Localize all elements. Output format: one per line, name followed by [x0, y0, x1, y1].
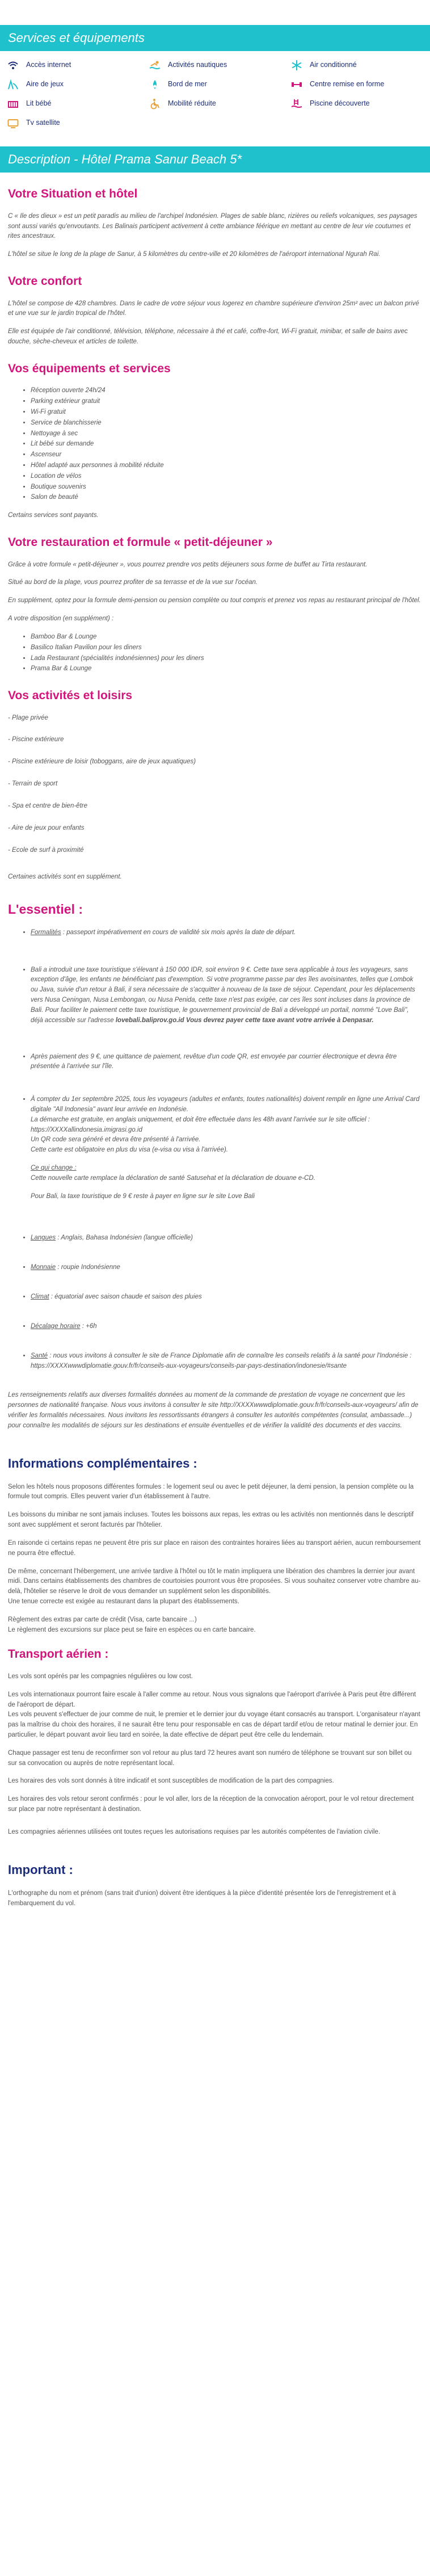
essentiel-heading: L'essentiel : [8, 902, 83, 917]
decalage-text: : +6h [80, 1322, 97, 1330]
restauration-paragraph-3: En supplément, optez pour la formule demi-pension ou pension complète ou tout compris et prenez vos repas au restaurant principal de l'hôtel. [8, 597, 421, 604]
transport-heading: Transport aérien : [8, 1648, 109, 1661]
amenity-label: Centre remise en forme [310, 80, 385, 89]
activites-heading: Vos activités et loisirs [8, 689, 133, 703]
amenity-label: Aire de jeux [26, 80, 64, 89]
amenity-label: Activités nautiques [168, 61, 227, 69]
complementaires-paragraph: Une tenue correcte est exigée au restaurant dans la plupart des établissements. [8, 1598, 239, 1605]
sante-item [31, 1351, 422, 1372]
amenity-label: Bord de mer [168, 80, 207, 89]
wheelchair-icon [149, 98, 161, 110]
restauration-paragraph-4: A votre disposition (en supplément) : [8, 615, 114, 623]
situation-paragraph-2: L'hôtel se situe le long de la plage de Sanur, à 5 kilomètres du centre-ville et 20 kilomètres de l'aéroport international Ngurah Rai. [8, 251, 381, 258]
amenity-jeux [7, 78, 149, 91]
activites-note: Certaines activités sont en supplément. [8, 873, 122, 881]
snowflake-icon [290, 60, 303, 71]
list-item: • Bamboo Bar & Lounge [31, 632, 422, 642]
important-paragraph: L'orthographe du nom et prénom (sans trait d'union) doivent être identiques à la pièce d'identité présentée lors de l'enregistrement et à l'embarquement du vol. [8, 1889, 396, 1907]
description-content [0, 185, 430, 1909]
list-item: • Parking extérieur gratuit [31, 397, 422, 407]
swimmer-icon [149, 60, 161, 71]
transport-paragraph: Chaque passager est tenu de reconfirmer son vol retour au plus tard 72 heures avant son numéro de téléphone se trouvant sur son billet ou sur sa convocation ou auprès de notre représentant local. [8, 1749, 412, 1767]
arrival-card-p1: • À compter du 1er septembre 2025, tous les voyageurs (adultes et enfants, toutes nationalités) doivent remplir en ligne une Arrival Card digitale "All Indonesia" avant leur arrivée en Indonésie. [31, 1096, 420, 1113]
complementaires-paragraph: En raisonde ci certains repas ne peuvent être pris sur place en raison des contraintes horaires liées au transport aérien, aucun remboursement ne pourra être effectué. [8, 1539, 421, 1557]
taxe-text: Bali a introduit une taxe touristique s'élevant à 150 000 IDR, soit environ 9 €. Cette taxe sera applicable à tous les voyageurs, sans exception d'âge, les enfants ne bénéficiant pas d'exemption. Si votre programme passe par des îles avoisinantes, telles que Lombok ou Java, suivie d'un retour à Bali, il sera nécessaire de s'acquitter à nouveau de la taxe de séjour. Cependant, pour les déplacements vers Nusa Ceningan, Nusa Lembongan, ou Nusa Penida, cette taxe n'est pas exigée, car ces îles sont incluses dans la province de Bali. Pour faciliter le paiement cette taxe touristique, le gouvernement provincial de Bali a développé un portail, nommé "Love Bali", déjà accessible sur l'adresse [31, 966, 415, 1024]
list-item: • Salon de beauté [31, 493, 422, 503]
activity-item: - Aire de jeux pour enfants [8, 824, 85, 831]
amenity-internet [7, 59, 149, 72]
amenity-tv [7, 117, 149, 129]
amenity-label: Mobilité réduite [168, 99, 216, 108]
transport-paragraph: Les horaires des vols sont donnés à titre indicatif et sont susceptibles de modification de la part des compagnies. [8, 1777, 334, 1785]
complementaires-paragraph: Selon les hôtels nous proposons différentes formules : le logement seul ou avec le petit déjeuner, la demi pension, la pension complète ou la formule tout compris. Elles peuvent varier d'un établissement à l'autre. [8, 1483, 414, 1501]
important-heading: Important : [8, 1862, 73, 1877]
situation-paragraph-1: C « Ile des dieux » est un petit paradis au milieu de l'archipel Indonésien. Plages de sable blanc, rizières ou reliefs volcaniques, ses paysages sont aussi variés qu'envoutants. Les Balinais participent activement à cette ambiance féérique en mettant au centre de leur vie coutumes et rites ancestraux. [8, 212, 418, 240]
decalage-label: Décalage horaire [31, 1322, 81, 1330]
amenity-mobilite [149, 98, 290, 110]
arrival-card-p3: Un QR code sera généré et devra être présenté à l'arrivée. [31, 1136, 201, 1144]
amenity-label: Tv satellite [26, 119, 60, 127]
transport-paragraph: Les compagnies aériennes utilisées ont toutes reçues les autorisations requises par les autorités compétentes de l'aviation civile. [8, 1828, 381, 1835]
arrival-card-p4: Cette carte est obligatoire en plus du visa (e-visa ou visa à l'arrivée). [31, 1146, 228, 1154]
amenities-grid [0, 59, 430, 129]
transport-paragraph: Les vols internationaux pourront faire escale à l'aller comme au retour. Nous vous signalons que l'aéroport d'arrivée à Paris peut être différent de l'aéroport de départ. Les vols peuvent s'effectuer de jour comme de nuit, le premier et le dernier jour du voyage étant consacrés au transport. L'organisateur n'ayant pas la maîtrise du choix des horaires, il ne saurait être tenu pour responsable en cas de départ tardif et/ou de retour matinal le dernier jour. En particulier, le départ pouvant avoir lieu tard en soirée, la date effective de départ peut être celle du lendemain. [8, 1691, 420, 1739]
activity-item: - Piscine extérieure [8, 736, 64, 743]
formalites-text: : passeport impérativement en cours de validité six mois après la date de départ. [61, 928, 296, 936]
langues-text: : Anglais, Bahasa Indonésien (langue officielle) [56, 1234, 193, 1242]
list-item: • Prama Bar & Lounge [31, 664, 422, 674]
equipements-note: Certains services sont payants. [8, 512, 99, 519]
transport-paragraph: Les vols sont opérés par les compagnies régulières ou low cost. [8, 1672, 193, 1680]
activity-item: - Plage privée [8, 714, 48, 721]
crib-icon [7, 98, 19, 110]
decalage-item [31, 1322, 422, 1332]
langues-item [31, 1233, 422, 1243]
restauration-heading: Votre restauration et formule « petit-déjeuner » [8, 536, 273, 549]
complementaires-paragraph: Règlement des extras par carte de crédit (Visa, carte bancaire ...) Le règlement des excursions sur place peut se faire en espèces ou en carte bancaire. [8, 1616, 256, 1633]
arrival-card-p5: Cette nouvelle carte remplace la déclaration de santé Satusehat et la déclaration de douane e-CD. [31, 1174, 315, 1182]
list-item: • Service de blanchisserie [31, 418, 422, 428]
amenity-label: Lit bébé [26, 99, 52, 108]
transport-paragraph: Les horaires des vols retour seront confirmés : pour le vol aller, lors de la réception de la convocation aéroport, pour le vol retour directement sur place par notre représentant à destination. [8, 1796, 414, 1813]
list-item: • Nettoyage à sec [31, 429, 422, 439]
playground-icon [7, 79, 19, 90]
climat-item [31, 1292, 422, 1302]
activity-item: - Spa et centre de bien-être [8, 802, 87, 809]
restauration-list [8, 632, 422, 674]
amenity-label: Accès internet [26, 61, 71, 69]
beach-icon [149, 79, 161, 90]
arrival-card-change-label: Ce qui change : [31, 1165, 77, 1171]
list-item: • Ascenseur [31, 450, 422, 460]
complementaires-paragraph: De même, concernant l'hébergement, une arrivée tardive à l'hôtel ou tôt le matin impliquera une libération des chambres la dernier jour avant midi. Dans certains établissements des chambres de courtoisies pourront vous être proposées. Si vous souhaitez conserver votre chambre au-delà, l'hôtelier se réserve le droit de vous demander un supplément selon les disponibilités. [8, 1568, 421, 1595]
restauration-paragraph-1: Grâce à votre formule « petit-déjeuner », vous pourrez prendre vos petits déjeuners sous forme de buffet au Tirta restaurant. [8, 561, 368, 568]
taxe-bold: Vous devrez payer cette taxe avant votre arrivée à Denpasar. [184, 1016, 374, 1024]
taxe-item [31, 965, 422, 1026]
equipements-heading: Vos équipements et services [8, 362, 171, 375]
list-item: • Basilico Italian Pavilion pour les diners [31, 643, 422, 653]
wifi-icon [7, 60, 19, 71]
equipements-list [8, 386, 422, 503]
climat-label: Climat [31, 1293, 49, 1301]
complementaires-paragraph: Les boissons du minibar ne sont jamais incluses. Toutes les boissons aux repas, les extras ou les activités non mentionnés dans le descriptif sont avec supplément et seront facturés par l'hôtelier. [8, 1511, 414, 1529]
amenity-piscine [290, 98, 430, 110]
dumbbell-icon [290, 79, 303, 90]
climat-text: : équatorial avec saison chaude et saison des pluies [49, 1293, 202, 1301]
list-item: • Location de vélos [31, 472, 422, 482]
amenity-forme [290, 78, 430, 91]
arrival-card-p2: La démarche est gratuite, en anglais uniquement, et doit être effectuée dans les 48h avant l'arrivée sur le site officiel : https://XXXXallindonesia.imigrasi.go.id [31, 1116, 370, 1133]
list-item: • Réception ouverte 24h/24 [31, 386, 422, 396]
formalites-label: Formalités [31, 928, 61, 936]
arrival-card-p6: Pour Bali, la taxe touristique de 9 € reste à payer en ligne sur le site Love Bali [31, 1192, 255, 1200]
list-item: • Wi-Fi gratuit [31, 407, 422, 418]
sante-text: : nous vous invitons à consulter le site de France Diplomatie afin de connaître les conseils relatifs à la santé pour l'Indonésie : https://XXXXwwwdiplomatie.gouv.fr/fr/conseils-aux-voyageurs/conseils-par-pays-destination/indonesie/#sante [31, 1352, 412, 1369]
services-banner: Services et équipements [0, 25, 430, 51]
pool-icon [290, 98, 303, 110]
essentiel-list [8, 928, 422, 1372]
situation-heading: Votre Situation et hôtel [8, 187, 138, 201]
amenity-label: Air conditionné [310, 61, 357, 69]
list-item: • Lada Restaurant (spécialités indonésiennes) pour les diners [31, 654, 422, 664]
confort-paragraph-2: Elle est équipée de l'air conditionné, télévision, téléphone, nécessaire à thé et café, coffre-fort, Wi-Fi gratuit, minibar, et salle de bains avec douche, sèche-cheveux et articles de toilette. [8, 328, 408, 345]
tv-icon [7, 117, 19, 129]
monnaie-item [31, 1263, 422, 1273]
sante-label: Santé [31, 1352, 48, 1359]
restauration-paragraph-2: Situé au bord de la plage, vous pourrez profiter de sa terrasse et de la vue sur l'océan. [8, 579, 258, 586]
amenity-nautique [149, 59, 290, 72]
description-banner: Description - Hôtel Prama Sanur Beach 5* [0, 146, 430, 173]
monnaie-label: Monnaie [31, 1264, 56, 1271]
complementaires-heading: Informations complémentaires : [8, 1456, 197, 1470]
langues-label: Langues [31, 1234, 56, 1242]
list-item: • Hôtel adapté aux personnes à mobilité réduite [31, 461, 422, 471]
activity-item: - Ecole de surf à proximité [8, 846, 84, 854]
arrival-card-item [31, 1095, 422, 1201]
payment-item [31, 1052, 422, 1073]
formalites-item [31, 928, 422, 938]
amenity-label: Piscine découverte [310, 99, 370, 108]
taxe-link[interactable]: lovebali.baliprov.go.id [115, 1016, 184, 1024]
list-item: • Lit bébé sur demande [31, 439, 422, 449]
amenity-lit-bebe [7, 98, 149, 110]
confort-paragraph-1: L'hôtel se compose de 428 chambres. Dans le cadre de votre séjour vous logerez en chambre supérieure d'environ 25m² avec un balcon privé et une vue sur le jardin tropical de l'hôtel. [8, 300, 419, 317]
payment-text: • Après paiement des 9 €, une quittance de paiement, revêtue d'un code QR, est envoyée par courrier électronique et devra être présentée à l'arrivée sur l'île. [31, 1053, 397, 1070]
amenity-clim [290, 59, 430, 72]
activity-item: - Piscine extérieure de loisir (toboggans, aire de jeux aquatiques) [8, 758, 196, 766]
monnaie-text: : roupie Indonésienne [56, 1264, 120, 1271]
amenity-mer [149, 78, 290, 91]
activity-item: - Terrain de sport [8, 780, 58, 788]
renseignements-paragraph: Les renseignements relatifs aux diverses formalités données au moment de la commande de prestation de voyage ne concernent que les personnes de nationalité française. Nous vous invitons à consulter le site http://XXXXwwwdiplomatie.gouv.fr/fr/conseils-aux-voyageurs/ afin de vérifier les formalités nécessaires. Nous invitons les ressortissants étrangers à consulter les autorités compétentes (consulat, ambassade...) pour connaître les modalités de séjours sur les destinations et ensuite éventuelles et de vérifier la validité des documents et des vaccins. [8, 1392, 419, 1429]
confort-heading: Votre confort [8, 274, 82, 288]
list-item: • Boutique souvenirs [31, 482, 422, 493]
